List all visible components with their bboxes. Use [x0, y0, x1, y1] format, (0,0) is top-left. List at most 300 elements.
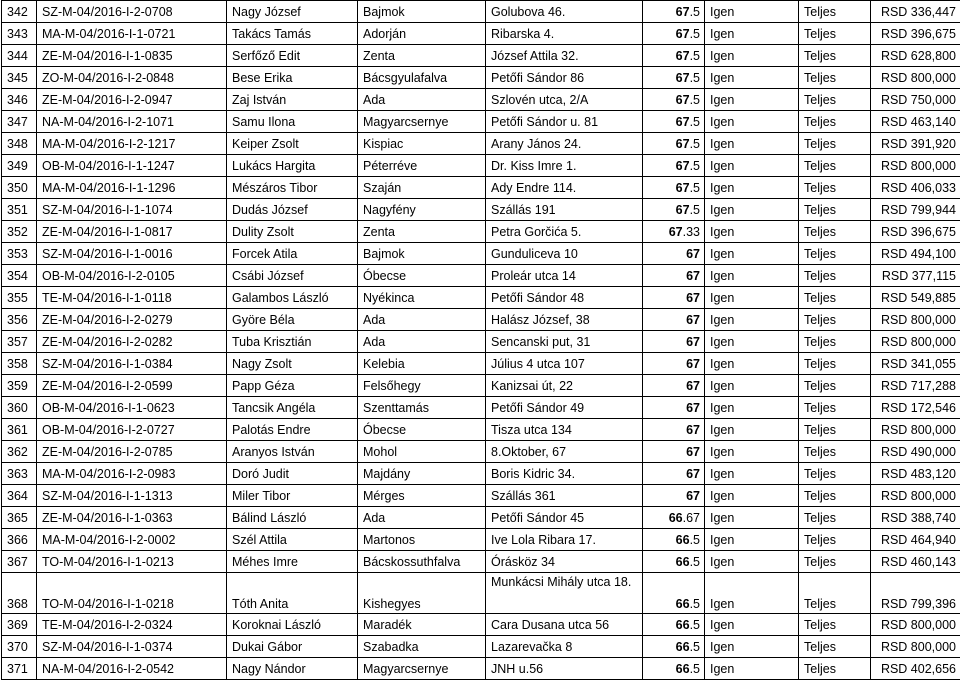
- amount-cell: RSD 464,940: [871, 529, 960, 551]
- table-row: [2, 265, 960, 287]
- application-id-cell: ZO-M-04/2016-I-2-0848: [37, 67, 227, 89]
- score-decimal: .5: [690, 137, 700, 151]
- row-number-cell: 371: [2, 658, 37, 680]
- table-row: [2, 331, 960, 353]
- row-number-cell: 348: [2, 133, 37, 155]
- table-row: [2, 463, 960, 485]
- town-cell: Majdány: [358, 463, 486, 485]
- table-row: [2, 309, 960, 331]
- town-cell: Zenta: [358, 45, 486, 67]
- score-integer: 67: [686, 489, 700, 503]
- application-id-cell: TO-M-04/2016-I-1-0218: [37, 573, 227, 614]
- amount-cell: RSD 799,944: [871, 199, 960, 221]
- support-type-cell: Teljes: [799, 265, 871, 287]
- applicant-name-cell: Doró Judit: [227, 463, 358, 485]
- applicant-name-cell: Samu Ilona: [227, 111, 358, 133]
- applicant-name-cell: Forcek Atila: [227, 243, 358, 265]
- applicant-name-cell: Györe Béla: [227, 309, 358, 331]
- score-decimal: .5: [690, 640, 700, 654]
- score-cell: [643, 177, 705, 199]
- approved-status-cell: Igen: [705, 111, 799, 133]
- approved-status-cell: Igen: [705, 199, 799, 221]
- town-cell: Martonos: [358, 529, 486, 551]
- applicant-name-cell: Szél Attila: [227, 529, 358, 551]
- row-number-cell: 362: [2, 441, 37, 463]
- score-integer: 67: [676, 27, 690, 41]
- table-row: [2, 573, 960, 614]
- row-number-cell: 365: [2, 507, 37, 529]
- applicant-table: [1, 0, 960, 680]
- row-number-cell: 342: [2, 1, 37, 23]
- application-id-cell: SZ-M-04/2016-I-1-0016: [37, 243, 227, 265]
- table-row: [2, 155, 960, 177]
- row-number-cell: 368: [2, 573, 37, 614]
- address-cell: Szállás 191: [486, 199, 643, 221]
- address-cell: Sencanski put, 31: [486, 331, 643, 353]
- amount-cell: RSD 377,115: [871, 265, 960, 287]
- approved-status-cell: Igen: [705, 331, 799, 353]
- town-cell: Bácskossuthfalva: [358, 551, 486, 573]
- town-cell: Mérges: [358, 485, 486, 507]
- score-decimal: .5: [690, 5, 700, 19]
- town-cell: Szaján: [358, 177, 486, 199]
- approved-status-cell: Igen: [705, 243, 799, 265]
- support-type-cell: Teljes: [799, 287, 871, 309]
- table-row: [2, 67, 960, 89]
- score-cell: [643, 89, 705, 111]
- applicant-name-cell: Lukács Hargita: [227, 155, 358, 177]
- score-integer: 67: [686, 379, 700, 393]
- score-decimal: .5: [690, 49, 700, 63]
- row-number-cell: 357: [2, 331, 37, 353]
- town-cell: Kelebia: [358, 353, 486, 375]
- applicant-name-cell: Tóth Anita: [227, 573, 358, 614]
- table-row: [2, 243, 960, 265]
- score-cell: [643, 551, 705, 573]
- applicant-name-cell: Csábi József: [227, 265, 358, 287]
- score-decimal: .67: [683, 511, 700, 525]
- score-integer: 67: [686, 291, 700, 305]
- town-cell: Felsőhegy: [358, 375, 486, 397]
- support-type-cell: Teljes: [799, 551, 871, 573]
- approved-status-cell: Igen: [705, 221, 799, 243]
- application-id-cell: OB-M-04/2016-I-2-0105: [37, 265, 227, 287]
- application-id-cell: MA-M-04/2016-I-1-1296: [37, 177, 227, 199]
- row-number-cell: 346: [2, 89, 37, 111]
- approved-status-cell: Igen: [705, 133, 799, 155]
- table-row: [2, 23, 960, 45]
- table-row: [2, 636, 960, 658]
- score-cell: [643, 463, 705, 485]
- score-integer: 67: [686, 247, 700, 261]
- application-id-cell: SZ-M-04/2016-I-1-0374: [37, 636, 227, 658]
- score-cell: [643, 658, 705, 680]
- town-cell: Adorján: [358, 23, 486, 45]
- score-integer: 67: [686, 313, 700, 327]
- amount-cell: RSD 800,000: [871, 309, 960, 331]
- score-cell: [643, 45, 705, 67]
- amount-cell: RSD 483,120: [871, 463, 960, 485]
- address-cell: Kanizsai út, 22: [486, 375, 643, 397]
- address-cell: Petőfi Sándor 45: [486, 507, 643, 529]
- score-decimal: .5: [690, 159, 700, 173]
- town-cell: Nyékinca: [358, 287, 486, 309]
- address-cell: Petőfi Sándor 86: [486, 67, 643, 89]
- score-cell: [643, 67, 705, 89]
- score-integer: 67: [676, 5, 690, 19]
- town-cell: Óbecse: [358, 265, 486, 287]
- application-id-cell: ZE-M-04/2016-I-2-0599: [37, 375, 227, 397]
- amount-cell: RSD 800,000: [871, 419, 960, 441]
- amount-cell: RSD 391,920: [871, 133, 960, 155]
- approved-status-cell: Igen: [705, 23, 799, 45]
- application-id-cell: MA-M-04/2016-I-2-0983: [37, 463, 227, 485]
- score-integer: 66: [676, 533, 690, 547]
- town-cell: Péterréve: [358, 155, 486, 177]
- approved-status-cell: Igen: [705, 375, 799, 397]
- table-row: [2, 529, 960, 551]
- row-number-cell: 361: [2, 419, 37, 441]
- approved-status-cell: Igen: [705, 1, 799, 23]
- application-id-cell: ZE-M-04/2016-I-2-0785: [37, 441, 227, 463]
- score-cell: [643, 243, 705, 265]
- approved-status-cell: Igen: [705, 155, 799, 177]
- row-number-cell: 352: [2, 221, 37, 243]
- score-integer: 67: [676, 71, 690, 85]
- support-type-cell: Teljes: [799, 614, 871, 636]
- table-row: [2, 658, 960, 680]
- score-integer: 67: [686, 357, 700, 371]
- address-cell: Petra Gorčića 5.: [486, 221, 643, 243]
- row-number-cell: 370: [2, 636, 37, 658]
- support-type-cell: Teljes: [799, 353, 871, 375]
- score-integer: 66: [676, 618, 690, 632]
- score-cell: [643, 419, 705, 441]
- score-integer: 66: [676, 640, 690, 654]
- support-type-cell: Teljes: [799, 155, 871, 177]
- row-number-cell: 356: [2, 309, 37, 331]
- table-row: [2, 221, 960, 243]
- row-number-cell: 358: [2, 353, 37, 375]
- row-number-cell: 353: [2, 243, 37, 265]
- score-integer: 66: [676, 597, 690, 611]
- score-cell: [643, 287, 705, 309]
- score-decimal: .5: [690, 27, 700, 41]
- score-cell: [643, 155, 705, 177]
- applicant-name-cell: Galambos László: [227, 287, 358, 309]
- town-cell: Maradék: [358, 614, 486, 636]
- table-body: [2, 1, 960, 680]
- score-integer: 67: [676, 181, 690, 195]
- score-decimal: .5: [690, 618, 700, 632]
- score-cell: [643, 397, 705, 419]
- score-cell: [643, 221, 705, 243]
- amount-cell: RSD 800,000: [871, 67, 960, 89]
- address-cell: Ive Lola Ribara 17.: [486, 529, 643, 551]
- applicant-name-cell: Palotás Endre: [227, 419, 358, 441]
- amount-cell: RSD 460,143: [871, 551, 960, 573]
- address-cell: Halász József, 38: [486, 309, 643, 331]
- table-row: [2, 199, 960, 221]
- amount-cell: RSD 549,885: [871, 287, 960, 309]
- support-type-cell: Teljes: [799, 529, 871, 551]
- applicant-name-cell: Serfőző Edit: [227, 45, 358, 67]
- applicant-name-cell: Mészáros Tibor: [227, 177, 358, 199]
- application-id-cell: SZ-M-04/2016-I-1-1074: [37, 199, 227, 221]
- table-row: [2, 133, 960, 155]
- row-number-cell: 354: [2, 265, 37, 287]
- amount-cell: RSD 800,000: [871, 331, 960, 353]
- town-cell: Kishegyes: [358, 573, 486, 614]
- row-number-cell: 355: [2, 287, 37, 309]
- address-cell: Szállás 361: [486, 485, 643, 507]
- score-integer: 67: [676, 49, 690, 63]
- address-cell: Munkácsi Mihály utca 18.: [486, 573, 643, 614]
- amount-cell: RSD 463,140: [871, 111, 960, 133]
- application-id-cell: SZ-M-04/2016-I-1-0384: [37, 353, 227, 375]
- score-decimal: .5: [690, 555, 700, 569]
- support-type-cell: Teljes: [799, 243, 871, 265]
- application-id-cell: MA-M-04/2016-I-2-0002: [37, 529, 227, 551]
- approved-status-cell: Igen: [705, 529, 799, 551]
- score-cell: [643, 1, 705, 23]
- application-id-cell: ZE-M-04/2016-I-1-0835: [37, 45, 227, 67]
- support-type-cell: Teljes: [799, 573, 871, 614]
- score-cell: [643, 529, 705, 551]
- score-cell: [643, 507, 705, 529]
- address-cell: Boris Kidric 34.: [486, 463, 643, 485]
- amount-cell: RSD 800,000: [871, 614, 960, 636]
- approved-status-cell: Igen: [705, 573, 799, 614]
- amount-cell: RSD 800,000: [871, 485, 960, 507]
- address-cell: Proleár utca 14: [486, 265, 643, 287]
- table-row: [2, 375, 960, 397]
- town-cell: Magyarcsernye: [358, 111, 486, 133]
- support-type-cell: Teljes: [799, 89, 871, 111]
- row-number-cell: 369: [2, 614, 37, 636]
- address-cell: Lazarevačka 8: [486, 636, 643, 658]
- application-id-cell: ZE-M-04/2016-I-2-0282: [37, 331, 227, 353]
- score-decimal: .5: [690, 533, 700, 547]
- town-cell: Szenttamás: [358, 397, 486, 419]
- support-type-cell: Teljes: [799, 441, 871, 463]
- address-cell: Július 4 utca 107: [486, 353, 643, 375]
- score-cell: [643, 309, 705, 331]
- score-integer: 67: [686, 335, 700, 349]
- table-row: [2, 45, 960, 67]
- applicant-name-cell: Takács Tamás: [227, 23, 358, 45]
- address-cell: Gunduliceva 10: [486, 243, 643, 265]
- score-integer: 66: [676, 662, 690, 676]
- score-integer: 67: [676, 203, 690, 217]
- score-cell: [643, 485, 705, 507]
- score-cell: [643, 353, 705, 375]
- score-cell: [643, 133, 705, 155]
- support-type-cell: Teljes: [799, 45, 871, 67]
- score-integer: 66: [669, 511, 683, 525]
- address-cell: Arany János 24.: [486, 133, 643, 155]
- row-number-cell: 344: [2, 45, 37, 67]
- table-row: [2, 397, 960, 419]
- score-integer: 67: [676, 159, 690, 173]
- table-row: [2, 419, 960, 441]
- support-type-cell: Teljes: [799, 419, 871, 441]
- score-cell: [643, 331, 705, 353]
- approved-status-cell: Igen: [705, 485, 799, 507]
- support-type-cell: Teljes: [799, 199, 871, 221]
- amount-cell: RSD 800,000: [871, 155, 960, 177]
- support-type-cell: Teljes: [799, 1, 871, 23]
- amount-cell: RSD 402,656: [871, 658, 960, 680]
- support-type-cell: Teljes: [799, 397, 871, 419]
- approved-status-cell: Igen: [705, 177, 799, 199]
- town-cell: Magyarcsernye: [358, 658, 486, 680]
- town-cell: Ada: [358, 331, 486, 353]
- town-cell: Ada: [358, 507, 486, 529]
- support-type-cell: Teljes: [799, 375, 871, 397]
- approved-status-cell: Igen: [705, 309, 799, 331]
- application-id-cell: ZE-M-04/2016-I-1-0363: [37, 507, 227, 529]
- score-cell: [643, 441, 705, 463]
- table-row: [2, 111, 960, 133]
- amount-cell: RSD 341,055: [871, 353, 960, 375]
- amount-cell: RSD 628,800: [871, 45, 960, 67]
- score-integer: 67: [686, 445, 700, 459]
- table-row: [2, 507, 960, 529]
- score-cell: [643, 111, 705, 133]
- amount-cell: RSD 494,100: [871, 243, 960, 265]
- row-number-cell: 350: [2, 177, 37, 199]
- score-decimal: .5: [690, 93, 700, 107]
- score-cell: [643, 636, 705, 658]
- town-cell: Óbecse: [358, 419, 486, 441]
- row-number-cell: 363: [2, 463, 37, 485]
- town-cell: Bajmok: [358, 243, 486, 265]
- score-integer: 67: [686, 423, 700, 437]
- amount-cell: RSD 800,000: [871, 636, 960, 658]
- amount-cell: RSD 406,033: [871, 177, 960, 199]
- approved-status-cell: Igen: [705, 287, 799, 309]
- table-row: [2, 1, 960, 23]
- approved-status-cell: Igen: [705, 67, 799, 89]
- town-cell: Kispiac: [358, 133, 486, 155]
- amount-cell: RSD 388,740: [871, 507, 960, 529]
- applicant-name-cell: Koroknai László: [227, 614, 358, 636]
- address-cell: Cara Dusana utca 56: [486, 614, 643, 636]
- table-row: [2, 485, 960, 507]
- score-cell: [643, 23, 705, 45]
- support-type-cell: Teljes: [799, 23, 871, 45]
- address-cell: Ady Endre 114.: [486, 177, 643, 199]
- score-integer: 67: [686, 401, 700, 415]
- application-id-cell: ZE-M-04/2016-I-2-0947: [37, 89, 227, 111]
- applicant-name-cell: Zaj István: [227, 89, 358, 111]
- applicant-name-cell: Keiper Zsolt: [227, 133, 358, 155]
- score-decimal: .5: [690, 71, 700, 85]
- approved-status-cell: Igen: [705, 614, 799, 636]
- applicant-name-cell: Bese Erika: [227, 67, 358, 89]
- row-number-cell: 367: [2, 551, 37, 573]
- applicant-name-cell: Méhes Imre: [227, 551, 358, 573]
- score-integer: 67: [686, 467, 700, 481]
- score-cell: [643, 375, 705, 397]
- address-cell: Golubova 46.: [486, 1, 643, 23]
- row-number-cell: 349: [2, 155, 37, 177]
- application-id-cell: MA-M-04/2016-I-2-1217: [37, 133, 227, 155]
- application-id-cell: OB-M-04/2016-I-2-0727: [37, 419, 227, 441]
- applicant-name-cell: Tuba Krisztián: [227, 331, 358, 353]
- application-id-cell: SZ-M-04/2016-I-2-0708: [37, 1, 227, 23]
- applicant-name-cell: Nagy Nándor: [227, 658, 358, 680]
- score-decimal: .5: [690, 203, 700, 217]
- applicant-name-cell: Tancsik Angéla: [227, 397, 358, 419]
- application-id-cell: SZ-M-04/2016-I-1-1313: [37, 485, 227, 507]
- applicant-name-cell: Aranyos István: [227, 441, 358, 463]
- application-id-cell: OB-M-04/2016-I-1-1247: [37, 155, 227, 177]
- support-type-cell: Teljes: [799, 111, 871, 133]
- row-number-cell: 345: [2, 67, 37, 89]
- amount-cell: RSD 396,675: [871, 23, 960, 45]
- amount-cell: RSD 396,675: [871, 221, 960, 243]
- town-cell: Szabadka: [358, 636, 486, 658]
- table-row: [2, 441, 960, 463]
- approved-status-cell: Igen: [705, 636, 799, 658]
- applicant-name-cell: Nagy József: [227, 1, 358, 23]
- approved-status-cell: Igen: [705, 45, 799, 67]
- approved-status-cell: Igen: [705, 658, 799, 680]
- approved-status-cell: Igen: [705, 551, 799, 573]
- score-decimal: .33: [683, 225, 700, 239]
- row-number-cell: 366: [2, 529, 37, 551]
- support-type-cell: Teljes: [799, 309, 871, 331]
- approved-status-cell: Igen: [705, 265, 799, 287]
- approved-status-cell: Igen: [705, 89, 799, 111]
- row-number-cell: 343: [2, 23, 37, 45]
- score-cell: [643, 614, 705, 636]
- address-cell: Dr. Kiss Imre 1.: [486, 155, 643, 177]
- score-decimal: .5: [690, 115, 700, 129]
- amount-cell: RSD 799,396: [871, 573, 960, 614]
- score-decimal: .5: [690, 597, 700, 611]
- support-type-cell: Teljes: [799, 636, 871, 658]
- approved-status-cell: Igen: [705, 419, 799, 441]
- address-cell: Petőfi Sándor 49: [486, 397, 643, 419]
- town-cell: Zenta: [358, 221, 486, 243]
- address-cell: Petőfi Sándor u. 81: [486, 111, 643, 133]
- town-cell: Ada: [358, 89, 486, 111]
- table-row: [2, 353, 960, 375]
- score-decimal: .5: [690, 662, 700, 676]
- row-number-cell: 347: [2, 111, 37, 133]
- address-cell: József Attila 32.: [486, 45, 643, 67]
- score-cell: [643, 573, 705, 614]
- amount-cell: RSD 717,288: [871, 375, 960, 397]
- support-type-cell: Teljes: [799, 331, 871, 353]
- score-decimal: .5: [690, 181, 700, 195]
- support-type-cell: Teljes: [799, 463, 871, 485]
- address-cell: JNH u.56: [486, 658, 643, 680]
- amount-cell: RSD 172,546: [871, 397, 960, 419]
- support-type-cell: Teljes: [799, 658, 871, 680]
- support-type-cell: Teljes: [799, 67, 871, 89]
- table-row: [2, 89, 960, 111]
- applicant-name-cell: Miler Tibor: [227, 485, 358, 507]
- table-row: [2, 551, 960, 573]
- table-row: [2, 614, 960, 636]
- amount-cell: RSD 336,447: [871, 1, 960, 23]
- town-cell: Bajmok: [358, 1, 486, 23]
- approved-status-cell: Igen: [705, 507, 799, 529]
